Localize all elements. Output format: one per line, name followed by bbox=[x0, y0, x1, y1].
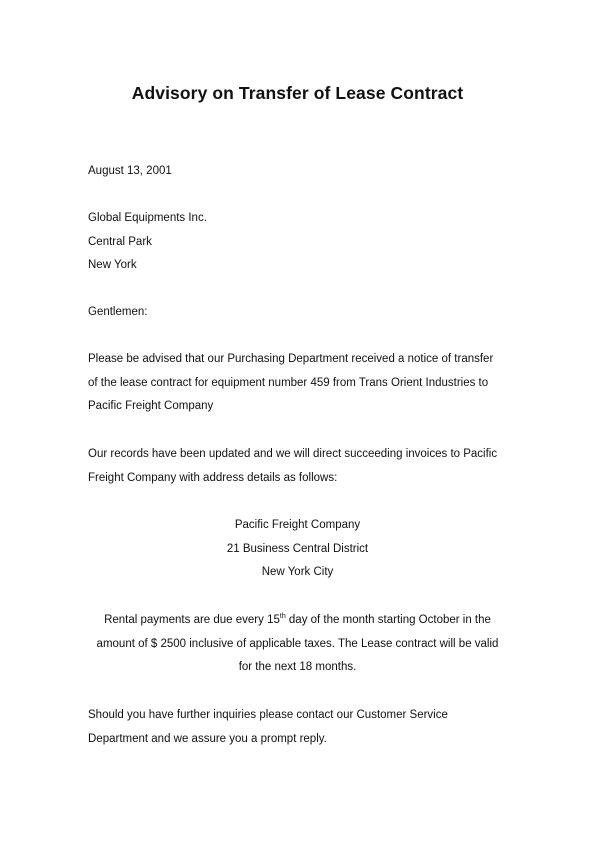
paragraph-rental-terms bbox=[0, 609, 595, 680]
recipient-name: Global Equipments Inc. bbox=[88, 212, 207, 224]
paragraph-closing bbox=[88, 704, 518, 751]
letter-title: Advisory on Transfer of Lease Contract bbox=[131, 83, 464, 103]
date-text: August 13, 2001 bbox=[88, 165, 172, 177]
rental-terms-line1-end: day of the month starting October in the bbox=[285, 614, 491, 626]
rental-terms-line2: amount of $ 2500 inclusive of applicable taxes. The Lease contract will be valid bbox=[96, 637, 499, 650]
paragraph-line: Department and we assure you a prompt reply. bbox=[88, 732, 327, 745]
paragraph-line: Our records have been updated and we will direct succeeding invoices to Pacific bbox=[88, 448, 498, 460]
paragraph-line: Please be advised that our Purchasing Department received a notice of transfer bbox=[88, 353, 494, 365]
recipient-address-line2: New York bbox=[88, 259, 137, 271]
paragraph-line: of the lease contract for equipment number 459 from Trans Orient Industries to bbox=[88, 376, 489, 389]
recipient-address-line1: Central Park bbox=[88, 235, 152, 248]
paragraph-line: Freight Company with address details as follows: bbox=[88, 471, 338, 484]
salutation bbox=[88, 301, 518, 325]
rental-terms-line1 bbox=[0, 609, 595, 633]
paragraph-transfer-notice bbox=[88, 348, 518, 419]
paragraph-line: Pacific Freight Company bbox=[88, 400, 214, 412]
new-billing-address bbox=[0, 514, 595, 585]
new-address-street: 21 Business Central District bbox=[226, 542, 369, 555]
recipient-address bbox=[88, 207, 518, 278]
new-address-city: New York City bbox=[261, 566, 334, 578]
paragraph-line: Should you have further inquiries please contact our Customer Service bbox=[88, 709, 448, 721]
rental-terms-line1-start: Rental payments are due every 15 bbox=[104, 614, 280, 626]
letter-date bbox=[88, 160, 518, 184]
paragraph-records-updated bbox=[88, 443, 518, 490]
salutation-text: Gentlemen: bbox=[88, 306, 148, 318]
new-address-name: Pacific Freight Company bbox=[234, 519, 361, 531]
ordinal-suffix: th bbox=[279, 613, 286, 621]
rental-terms-line3: for the next 18 months. bbox=[238, 661, 357, 673]
